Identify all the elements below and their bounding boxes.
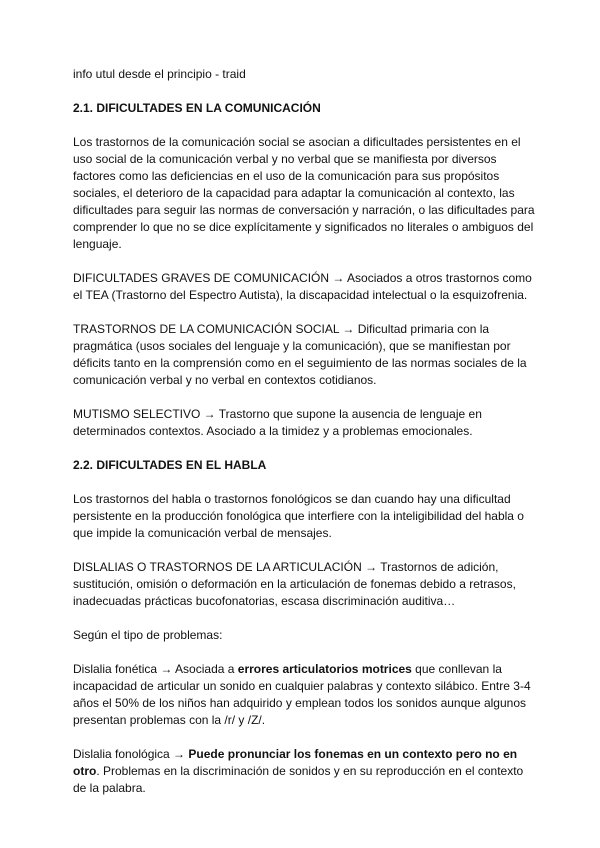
section-2-paragraph-1: Los trastornos del habla o trastornos fonológicos se dan cuando hay una dificultad persistente en la producción fonológica que interfiere con la inteligibilidad del habla o que impide la comunicación verbal de mensajes. — [73, 492, 524, 540]
paragraph-text: Dislalia fonológica → — [73, 747, 189, 761]
section-2-paragraph-4 — [73, 661, 535, 729]
intro-line: info utul desde el principio - traid — [73, 67, 246, 81]
paragraph-text: que conllevan la incapacidad de articular un sonido en cualquier palabras y contexto silábico. Entre 3-4 años el 50% de los niños han adquirido y emplean todos los sonidos aunque algunos presentan problemas con la /r/ y /Z/. — [73, 662, 531, 727]
section-2-paragraph-5 — [73, 746, 535, 797]
section-1-paragraph-4: MUTISMO SELECTIVO → Trastorno que supone la ausencia de lenguaje en determinados contextos. Asociado a la timidez y a problemas emocionales. — [73, 407, 482, 438]
section-2-paragraph-2: DISLALIAS O TRASTORNOS DE LA ARTICULACIÓN → Trastornos de adición, sustitución, omisión o deformación en la articulación de fonemas debido a retrasos, inadecuadas prácticas bucofonatorias, escasa discriminación auditiva… — [73, 560, 516, 608]
document-page — [73, 66, 535, 814]
paragraph-text: Dislalia fonética → Asociada a — [73, 662, 238, 676]
paragraph-text: . Problemas en la discriminación de sonidos y en su reproducción en el contexto de la palabra. — [73, 764, 524, 795]
section-2-paragraph-3: Según el tipo de problemas: — [73, 628, 223, 642]
section-1-heading: 2.1. DIFICULTADES EN LA COMUNICACIÓN — [73, 101, 321, 115]
section-2-heading: 2.2. DIFICULTADES EN EL HABLA — [73, 458, 267, 472]
section-1-paragraph-1: Los trastornos de la comunicación social se asocian a dificultades persistentes en el uso social de la comunicación verbal y no verbal que se manifiesta por diversos factores como las deficiencias en el uso de la comunicación para sus propósitos sociales, el deterioro de la capacidad para adaptar la comunicación al contexto, las dificultades para seguir las normas de conversación y narración, o las dificultades para comprender lo que no se dice explícitamente y significados no literales o ambiguos del lenguaje. — [73, 135, 535, 251]
bold-emphasis: errores articulatorios motrices — [237, 662, 412, 676]
bold-emphasis: Puede pronunciar los fonemas en un contexto pero no en otro — [73, 747, 518, 778]
section-1-paragraph-2: DIFICULTADES GRAVES DE COMUNICACIÓN → Asociados a otros trastornos como el TEA (Trastorno del Espectro Autista), la discapacidad intelectual o la esquizofrenia. — [73, 271, 532, 302]
section-1-paragraph-3: TRASTORNOS DE LA COMUNICACIÓN SOCIAL → Dificultad primaria con la pragmática (usos sociales del lenguaje y la comunicación), que se manifiestan por déficits tanto en la comprensión como en el seguimiento de las normas sociales de la comunicación verbal y no verbal en contextos cotidianos. — [73, 322, 527, 387]
